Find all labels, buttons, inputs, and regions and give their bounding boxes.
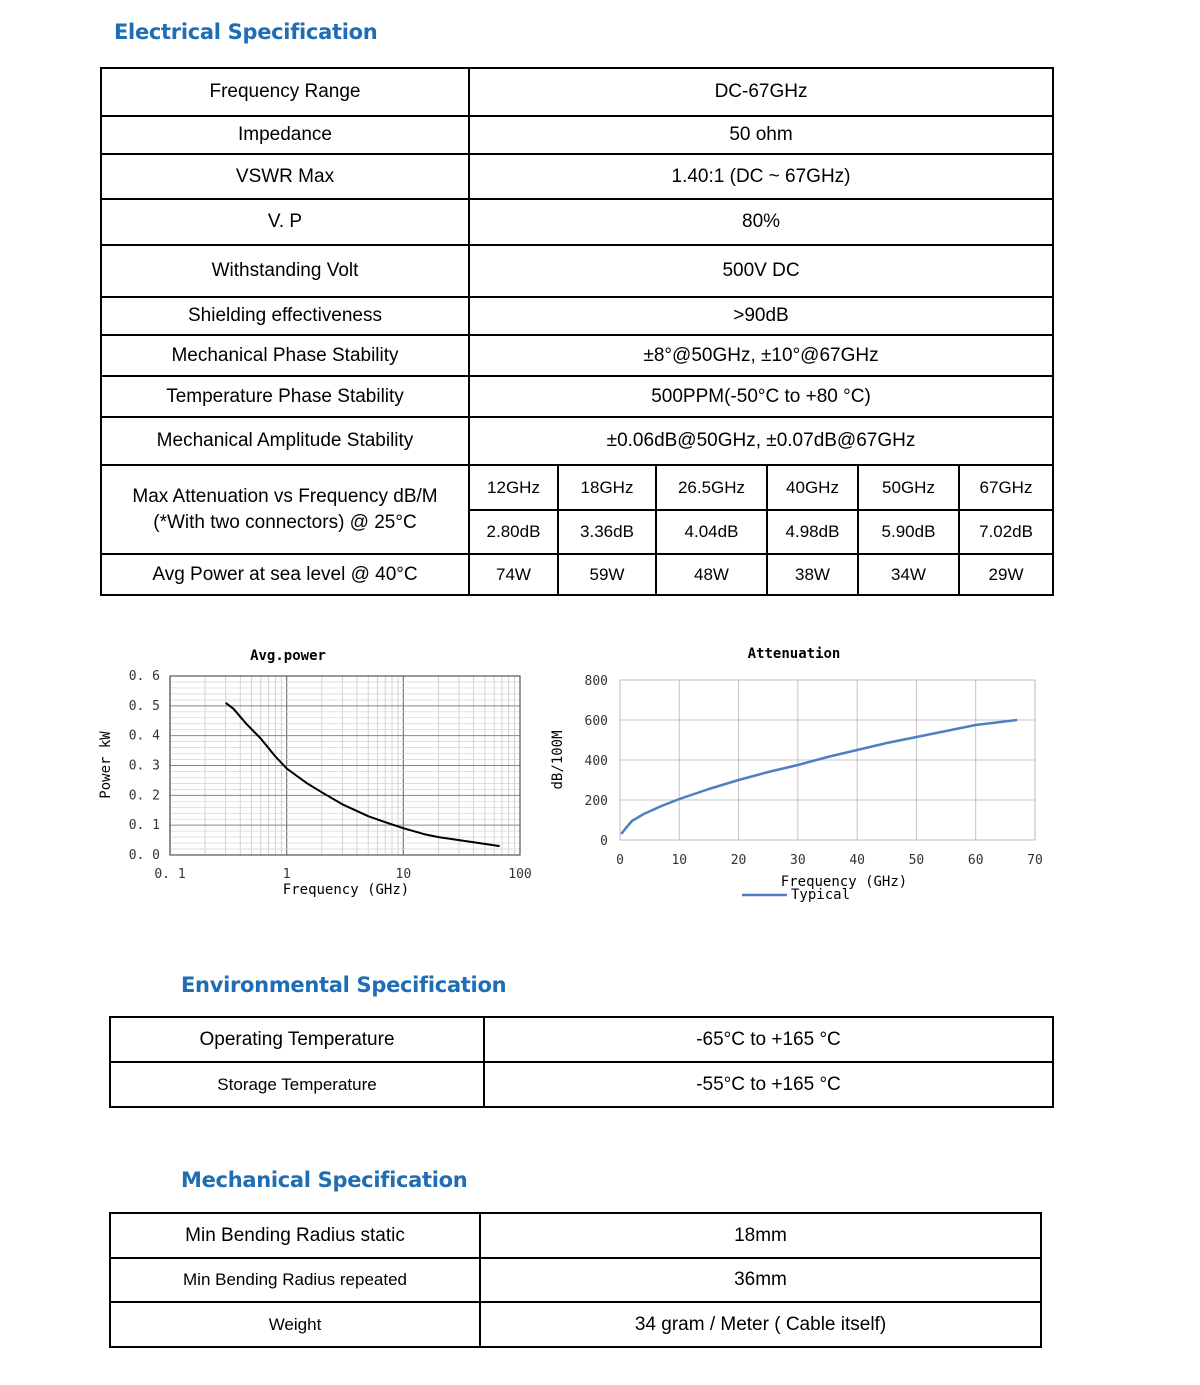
electrical-table xyxy=(100,67,1054,596)
row-value: 36mm xyxy=(480,1258,1041,1302)
attenuation-cell: 2.80dB xyxy=(469,510,558,554)
row-label: Storage Temperature xyxy=(110,1062,484,1107)
x-tick-label: 100 xyxy=(508,867,532,882)
attenuation-cell: 3.36dB xyxy=(558,510,656,554)
table-row xyxy=(101,154,1053,199)
table-row xyxy=(110,1302,1041,1347)
table-row xyxy=(101,376,1053,417)
row-label: Weight xyxy=(110,1302,480,1347)
row-label: Min Bending Radius repeated xyxy=(110,1258,480,1302)
row-label: Mechanical Amplitude Stability xyxy=(101,417,469,465)
attenuation-series-line xyxy=(621,720,1017,834)
power-cell: 34W xyxy=(858,554,959,595)
x-tick-label: 0 xyxy=(616,853,624,868)
row-value: 80% xyxy=(469,199,1053,245)
x-tick-label: 50 xyxy=(908,853,925,868)
attenuation-label-line-1: Max Attenuation vs Frequency dB/M xyxy=(132,485,438,507)
table-row xyxy=(101,554,1053,595)
frequency-cell: 50GHz xyxy=(858,465,959,510)
chart-grid xyxy=(170,676,520,855)
chart-title: Avg.power xyxy=(250,648,326,664)
row-label: Operating Temperature xyxy=(110,1017,484,1062)
row-value: 34 gram / Meter ( Cable itself) xyxy=(480,1302,1041,1347)
x-tick-label: 1 xyxy=(282,867,291,882)
y-tick-label: 0. 2 xyxy=(128,788,160,804)
row-value: 50 ohm xyxy=(469,116,1053,154)
row-value: DC-67GHz xyxy=(469,68,1053,116)
table-row xyxy=(101,68,1053,116)
power-cell: 29W xyxy=(959,554,1053,595)
attenuation-cell: 5.90dB xyxy=(858,510,959,554)
y-tick-label: 0. 1 xyxy=(128,818,160,834)
row-label: Impedance xyxy=(101,116,469,154)
environmental-heading: Environmental Specification xyxy=(181,973,507,997)
x-tick-label: 0. 1 xyxy=(154,867,186,882)
row-value: -55°C to +165 °C xyxy=(484,1062,1053,1107)
row-label: Mechanical Phase Stability xyxy=(101,335,469,376)
row-value: 500PPM(-50°C to +80 °C) xyxy=(469,376,1053,417)
row-label: V. P xyxy=(101,199,469,245)
x-tick-label: 40 xyxy=(849,853,865,868)
power-cell: 48W xyxy=(656,554,767,595)
x-tick-label: 70 xyxy=(1027,853,1043,868)
row-value: ±8°@50GHz, ±10°@67GHz xyxy=(469,335,1053,376)
row-value: -65°C to +165 °C xyxy=(484,1017,1053,1062)
y-tick-label: 0. 4 xyxy=(128,728,160,744)
y-tick-label: 800 xyxy=(584,674,608,689)
table-row xyxy=(110,1017,1053,1062)
chart-grid xyxy=(620,680,1035,840)
table-row xyxy=(101,417,1053,465)
frequency-cell: 18GHz xyxy=(558,465,656,510)
chart-title: Attenuation xyxy=(747,646,841,662)
power-cell: 38W xyxy=(767,554,858,595)
mechanical-table xyxy=(109,1212,1042,1348)
attenuation-cell: 4.98dB xyxy=(767,510,858,554)
y-tick-label: 400 xyxy=(584,754,608,769)
row-label: Min Bending Radius static xyxy=(110,1213,480,1258)
table-row xyxy=(101,199,1053,245)
x-axis-label: Frequency (GHz) xyxy=(780,874,908,890)
table-row xyxy=(110,1062,1053,1107)
row-value: 500V DC xyxy=(469,245,1053,297)
attenuation-cell: 4.04dB xyxy=(656,510,767,554)
x-tick-label: 30 xyxy=(790,853,806,868)
mechanical-heading: Mechanical Specification xyxy=(181,1168,468,1192)
row-value: >90dB xyxy=(469,297,1053,335)
attenuation-label-line-2: (*With two connectors) @ 25°C xyxy=(153,511,417,533)
row-value: 1.40:1 (DC ~ 67GHz) xyxy=(469,154,1053,199)
power-label: Avg Power at sea level @ 40°C xyxy=(101,554,469,595)
x-tick-label: 60 xyxy=(967,853,984,868)
x-tick-label: 10 xyxy=(395,867,412,882)
y-tick-label: 0 xyxy=(600,834,608,849)
frequency-cell: 40GHz xyxy=(767,465,858,510)
frequency-cell: 67GHz xyxy=(959,465,1053,510)
x-axis-label: Frequency (GHz) xyxy=(282,882,410,898)
row-label: Frequency Range xyxy=(101,68,469,116)
table-row xyxy=(110,1213,1041,1258)
attenuation-chart xyxy=(540,640,1060,910)
row-label: Temperature Phase Stability xyxy=(101,376,469,417)
row-label: VSWR Max xyxy=(101,154,469,199)
row-value: ±0.06dB@50GHz, ±0.07dB@67GHz xyxy=(469,417,1053,465)
table-row xyxy=(101,297,1053,335)
power-cell: 74W xyxy=(469,554,558,595)
table-row xyxy=(101,245,1053,297)
power-cell: 59W xyxy=(558,554,656,595)
y-tick-label: 200 xyxy=(584,794,608,809)
y-tick-label: 0. 5 xyxy=(128,698,160,714)
legend-label: Typical xyxy=(791,887,851,903)
y-tick-label: 0. 3 xyxy=(128,758,160,774)
table-row xyxy=(101,465,1053,510)
x-tick-label: 10 xyxy=(671,853,688,868)
avg-power-chart xyxy=(90,640,550,910)
y-axis-label: dB/100M xyxy=(550,730,566,790)
table-row xyxy=(110,1258,1041,1302)
y-tick-label: 0. 0 xyxy=(128,848,160,863)
row-label: Withstanding Volt xyxy=(101,245,469,297)
row-label: Shielding effectiveness xyxy=(101,297,469,335)
table-row xyxy=(101,335,1053,376)
table-row xyxy=(101,116,1053,154)
x-tick-label: 20 xyxy=(730,853,747,868)
y-tick-label: 0. 6 xyxy=(128,669,160,684)
row-value: 18mm xyxy=(480,1213,1041,1258)
electrical-heading: Electrical Specification xyxy=(114,20,378,44)
y-tick-label: 600 xyxy=(584,714,608,729)
environmental-table xyxy=(109,1016,1054,1108)
frequency-cell: 26.5GHz xyxy=(656,465,767,510)
attenuation-label xyxy=(101,465,469,554)
frequency-cell: 12GHz xyxy=(469,465,558,510)
attenuation-cell: 7.02dB xyxy=(959,510,1053,554)
y-axis-label: Power kW xyxy=(98,731,114,799)
